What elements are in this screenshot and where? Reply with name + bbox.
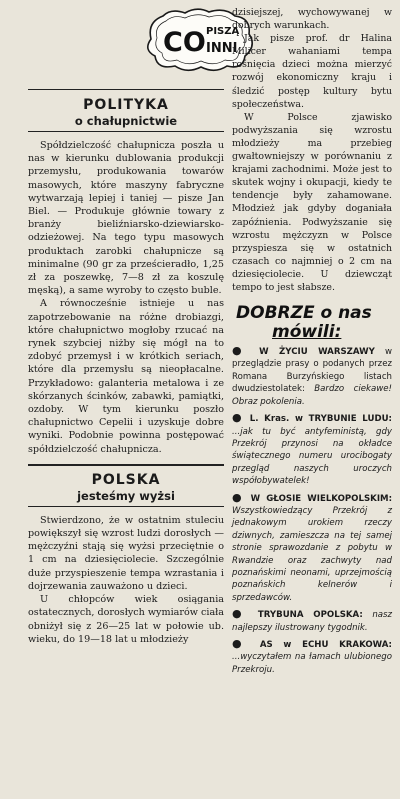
paragraph: U chłopców wiek osiągania ostatecznych, dorosłych wymiarów ciała obniżył się z 26—25 lat w połowie ub. wieku, do 19—18 lat u młodzieży: [28, 594, 224, 645]
divider: [28, 464, 224, 466]
quote-source: W GŁOSIE WIELKOPOLSKIM:: [250, 493, 392, 504]
bullet-icon: ●: [232, 607, 249, 621]
list-item: [232, 490, 392, 605]
bullet-icon: ●: [232, 344, 250, 358]
paragraph: Stwierdzono, że w ostatnim stuleciu powiększył się wzrost ludzi dorosłych — mężczyźni stają się wyżsi przeciętnie o 1 cm na dziesięciolecie. Szczególnie duże przyspieszenie tempa wzrastania i dojrzewania zauważono u dzieci.: [28, 514, 224, 592]
divider: [28, 131, 224, 132]
heading-line: DOBRZE o nas: [236, 303, 372, 324]
quote-source: W ŻYCIU WARSZAWY: [259, 347, 375, 358]
polska-continuation: [232, 6, 392, 294]
quote-text: ...jak tu być antyfeministą, gdy Przekrój przynosi na okładce świątecznego numeru urocibogaty przegląd naszych uroczych współobywatelek!: [232, 426, 392, 487]
divider: [28, 506, 224, 507]
quote-text: Wszystkowiedzący Przekrój z jednakowym urokiem rzeczy dziwnych, zamieszcza na tej samej stronie sprawozdanie z pobytu w Rwandzie oraz zachwyty nad poznańskimi neonami, uprzejmością poznańskich kelnerów i sprzedawców.: [232, 505, 392, 603]
list-item: [232, 413, 392, 487]
press-quotes-list: [232, 346, 392, 676]
list-item: [232, 639, 392, 676]
polska-subtitle: jesteśmy wyżsi: [77, 488, 175, 503]
quote-intro: [363, 610, 373, 620]
quote-text: ...wyczytałem na łamach ulubionego Przekroju.: [232, 652, 392, 675]
bullet-icon: ●: [232, 411, 245, 425]
quote-source: AS w ECHU KRAKOWA:: [259, 640, 392, 650]
polityka-subtitle: o chałupnictwie: [74, 114, 178, 128]
list-item: [232, 609, 392, 634]
quote-intro: w przeglądzie prasy o podanych przez Romana Burzyńskiego listach dwudziestolatek:: [232, 347, 393, 395]
bullet-icon: ●: [232, 490, 245, 504]
heading-line: mówili:: [272, 322, 342, 343]
paragraph: A równocześnie istnieje u nas zapotrzebowanie na różne drobiazgi, które chałupnictwo mogłoby rzucać na rynek szybciej niżby się mógł na to zdobyć przemysł i w krótkich seriach, które dla przemysłu są nieopłacalne. Przykładowo: galanteria metalowa i ze skórzanych ścinków, zabawki, pamiątki, ozdoby. W tym kierunku poszło chałupnictwo Cepelii i uzyskuje dobre wyniki. Podobnie powinna postępować spółdzielczość chałupnicza.: [28, 298, 224, 455]
quote-text: Bardzo ciekawe! Obraz pokolenia.: [232, 384, 392, 407]
polityka-body: [28, 139, 224, 456]
quote-text: nasz najlepszy ilustrowany tygodnik.: [232, 610, 393, 633]
logo-inni-text: INNI: [206, 41, 238, 56]
polityka-title: POLITYKA: [83, 97, 169, 113]
paragraph: W Polsce zjawisko podwyższania się wzrostu młodzieży ma przebieg gwałtowniejszy w porównaniu z krajami zachodnimi. Może jest to skutek wojny i okupacji, kiedy te tendencje były zahamowane. Młodzież jak gdyby doganiała zapóźnienia. Podwyższanie się wzrostu mężczyzn w Polsce przyspiesza się w ostatnich czasach co najmniej o 2 cm na dziesięciolecie. U dziewcząt tempo to jest słabsze.: [232, 111, 392, 293]
paragraph: Spółdzielczość chałupnicza poszła u nas w kierunku dublowania produkcji przemysłu, produkowania towarów masowych, które maszyny fabryczne wytwarzają lepiej i taniej — pisze Jan Biel. — Produkuje głównie towary z branży bieliźniarsko-dziewiarsko-odzieżowej. Na tego typu masowych produktach zarobki chałupnicze są minimalne (90 gr za prześcieradło, 1,25 zł za poszewkę, 7—8 zł za koszulę męską), a same wyroby to często buble.: [28, 140, 224, 297]
polska-title: POLSKA: [91, 471, 161, 488]
list-item: [232, 346, 392, 408]
logo-co-text: CO: [163, 27, 206, 58]
paragraph: dzisiejszej, wychowywanej w dobrych warunkach.: [232, 7, 392, 32]
left-column: [28, 86, 224, 646]
quote-source: L. Kras. w TRYBUNIE LUDU:: [249, 414, 392, 425]
right-column: [232, 6, 392, 681]
logo-pisza-text: PISZĄ: [206, 26, 240, 37]
quote-source: TRYBUNA OPOLSKA:: [257, 610, 363, 621]
dobrze-o-nas-heading: [236, 304, 392, 342]
paragraph: Jak pisze prof. dr Halina Milicer wahaniami tempa rośnięcia dzieci można mierzyć rozwój ekonomiczny kraju i śledzić postęp kultury bytu społeczeństwa.: [232, 33, 392, 110]
bullet-icon: ●: [232, 637, 250, 650]
divider: [28, 89, 224, 90]
polska-body: [28, 514, 224, 646]
